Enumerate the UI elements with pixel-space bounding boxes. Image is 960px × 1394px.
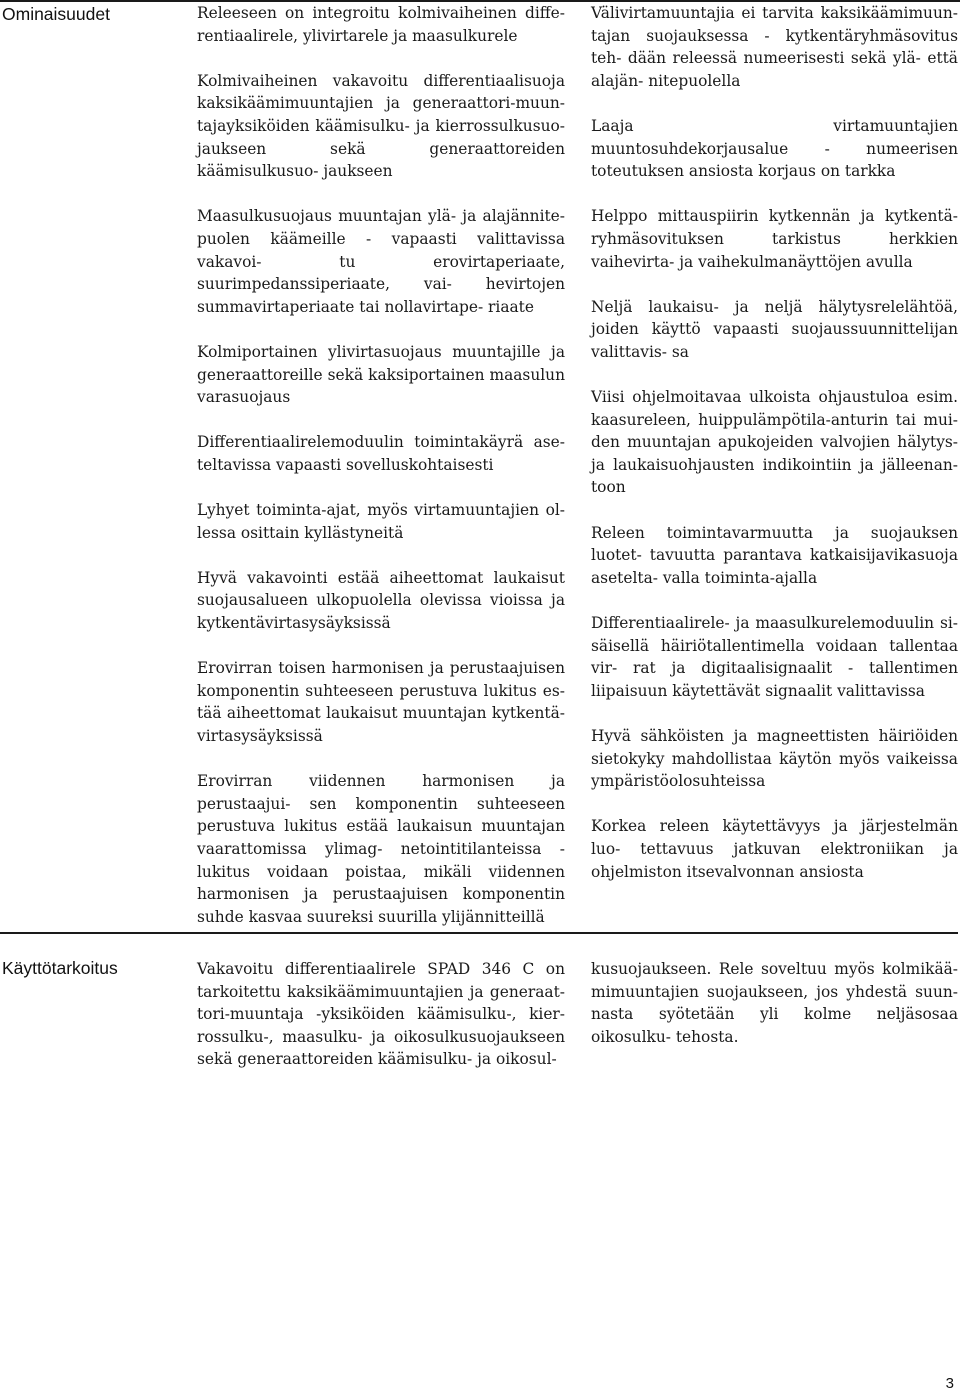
feature-paragraph: Kolmiportainen ylivirtasuojaus muuntajille ja generaattoreille sekä kaksiportainen maasulun varasuojaus xyxy=(197,342,565,407)
purpose-left-column xyxy=(197,958,565,1071)
feature-paragraph: Helppo mittauspiirin kytkennän ja kytkentä- ryhmäsovituksen tarkistus herkkien vaihevirta- ja vaihekulmanäyttöjen avulla xyxy=(591,207,958,271)
section-heading-features: Ominaisuudet xyxy=(2,4,110,24)
features-right-column xyxy=(591,2,958,883)
feature-paragraph: Erovirran toisen harmonisen ja perustaajuisen komponentin suhteeseen perustuva lukitus es- tää aiheettomat laukaisut muuntajan kytkentä- virtasysäyksissä xyxy=(197,659,565,745)
section-divider-rule xyxy=(0,932,958,934)
feature-paragraph: Neljä laukaisu- ja neljä hälytysrelelähtöä, joiden käyttö vapaasti suojaussuunnittelijan valittavis- sa xyxy=(591,297,958,361)
feature-paragraph: Laaja virtamuuntajien muuntosuhdekorjausalue - numeerisen toteutuksen ansiosta korjaus on tarkka xyxy=(591,116,958,181)
feature-paragraph: Releeseen on integroitu kolmivaiheinen diffe- rentiaalirele, ylivirtarele ja maasulkurele xyxy=(197,4,565,45)
feature-paragraph: Releen toimintavarmuutta ja suojauksen luotet- tavuutta parantava katkaisijavikasuoja asetelta- valla toiminta-ajalla xyxy=(591,523,958,587)
features-left-column xyxy=(197,2,565,928)
feature-paragraph: Kolmivaiheinen vakavoitu differentiaalisuoja kaksikäämimuuntajien ja generaattori-muun- tajayksiköiden käämisulku- ja kierrossulkusuo- jaukseen sekä generaattoreiden käämisulkusuo- jaukseen xyxy=(197,71,565,181)
feature-paragraph: Maasulkusuojaus muuntajan ylä- ja alajännite- puolen käämeille - vapaasti valittavissa vakavoi- tu erovirtaperiaate, suurimpedanssiperiaate, vai- hevirtojen summavirtaperiaate tai nollavirtape- riaate xyxy=(197,207,565,316)
feature-paragraph: Hyvä sähköisten ja magneettisten häiriöiden sietokyky mahdollistaa käytön myös vaikeissa ympäristöolosuhteissa xyxy=(591,727,958,791)
feature-paragraph: Välivirtamuuntajia ei tarvita kaksikäämimuun- tajan suojauksessa - kytkentäryhmäsovitus teh- dään releessä numeerisesti sekä ylä- että alajän- nitepuolella xyxy=(591,4,958,90)
feature-paragraph: Differentiaalirele- ja maasulkurelemoduulin si- säisellä häiriötallentimella voidaan tallentaa vir- rat ja digitaalisignaalit - tallentimen liipaisuun käytettävät signaalit valittavissa xyxy=(591,614,958,700)
feature-paragraph: Hyvä vakavointi estää aiheettomat laukaisut suojausalueen ulkopuolella olevissa vioissa ja kytkentävirtasysäyksissä xyxy=(197,568,565,633)
feature-paragraph: Viisi ohjelmoitavaa ulkoista ohjaustuloa esim. kaasureleen, huippulämpötila-anturin tai mui- den muuntajan apukojeiden valvojien hälytys- ja laukaisuohjausten indikointiin ja jälleenan- toon xyxy=(591,388,958,497)
purpose-right-column xyxy=(591,958,958,1048)
feature-paragraph: Differentiaalirelemoduulin toimintakäyrä ase- teltavissa vapaasti sovelluskohtaisesti xyxy=(197,433,565,474)
section-heading-purpose: Käyttötarkoitus xyxy=(2,958,118,978)
feature-paragraph: Lyhyet toiminta-ajat, myös virtamuuntajien ol- lessa osittain kyllästyneitä xyxy=(197,501,565,542)
feature-paragraph: Erovirran viidennen harmonisen ja perustaajui- sen komponentin suhteeseen perustuva lukitus estää laukaisun muuntajan vaarattomissa ylimag- netointitilanteissa - lukitus voidaan poistaa, mikäli viidennen harmonisen ja perustaajuisen komponentin suhde kasvaa suureksi suurilla ylijännitteillä xyxy=(197,772,565,926)
purpose-paragraph: Vakavoitu differentiaalirele SPAD 346 C on tarkoitettu kaksikäämimuuntajien ja generaat- tori-muuntaja -yksiköiden käämisulku-, kier- rossulku-, maasulku- ja oikosulkusuojaukseen sekä generaattoreiden käämisulku- ja oikosul- xyxy=(197,960,565,1069)
feature-paragraph: Korkea releen käytettävyys ja järjestelmän luo- tettavuus jatkuvan elektroniikan ja ohjelmiston itsevalvonnan ansiosta xyxy=(591,817,958,881)
page-number: 3 xyxy=(945,1375,954,1392)
purpose-paragraph: kusuojaukseen. Rele soveltuu myös kolmikää- mimuuntajien suojaukseen, jos yhdestä suun- nasta syötetään yli kolme neljäsosaa oikosulku- tehosta. xyxy=(591,960,958,1046)
